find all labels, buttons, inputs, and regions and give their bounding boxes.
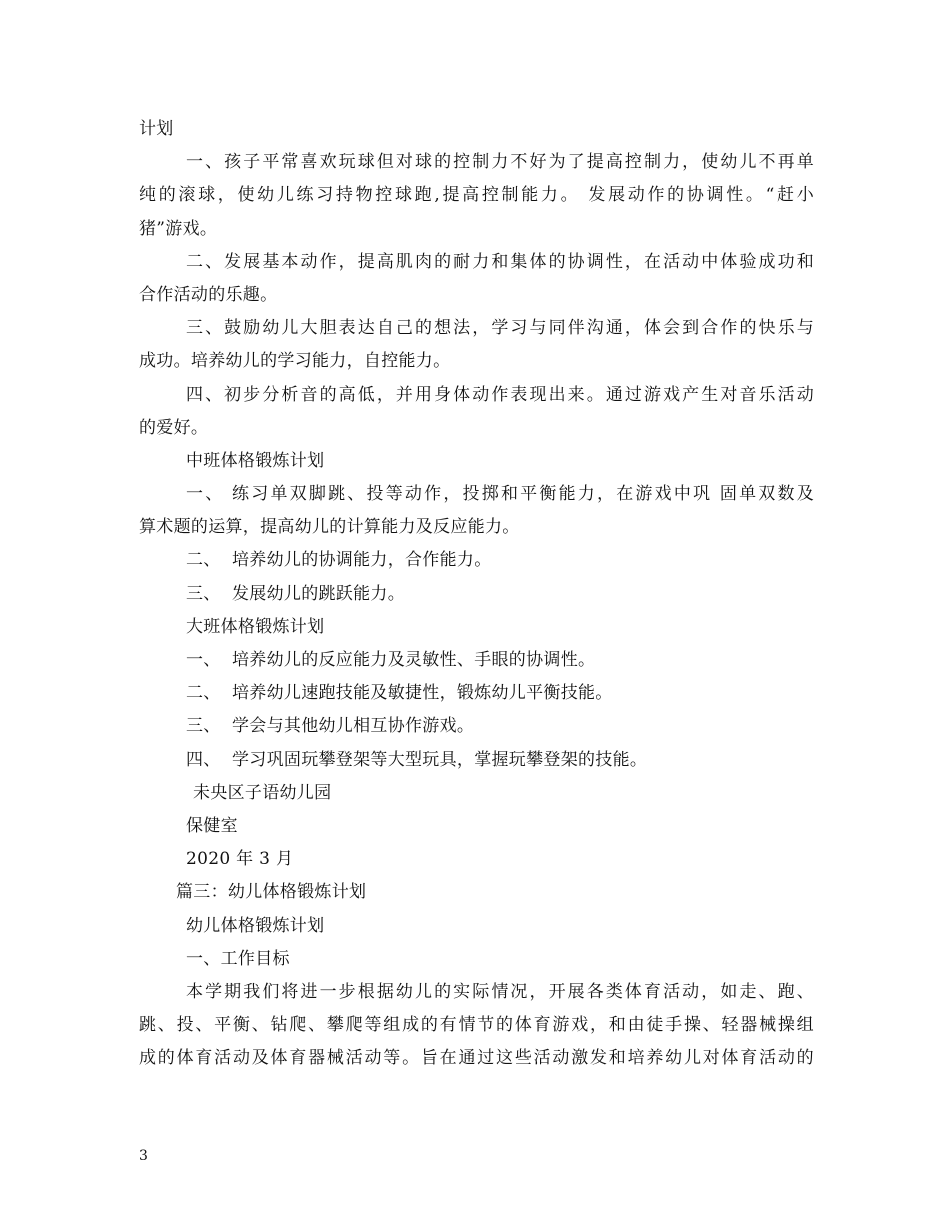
text-line: 二、发展基本动作，提高肌肉的耐力和集体的协调性，在活动中体验成功和 [186,251,814,272]
text-line: 四、初步分析音的高低，并用身体动作表现出来。通过游戏产生对音乐活动 [186,384,814,405]
text-line: 跳、投、平衡、钻爬、攀爬等组成的有情节的体育游戏，和由徒手操、轻器械操组 [139,1015,814,1036]
section-heading: 大班体格锻炼计划 [186,616,325,637]
text-line: 一、 练习单双脚跳、投等动作，投掷和平衡能力，在游戏中巩 固单双数及 [186,484,814,505]
signature-organization: 未央区子语幼儿园 [193,782,332,803]
text-line: 一、 培养幼儿的反应能力及灵敏性、手眼的协调性。 [186,650,596,670]
document-title: 幼儿体格锻炼计划 [186,915,325,936]
text-line: 合作活动的乐趣。 [139,284,278,305]
text-line: 三、 学会与其他幼儿相互协作游戏。 [186,716,475,737]
text-line: 的爱好。 [139,417,209,438]
text-line: 本学期我们将进一步根据幼儿的实际情况，开展各类体育活动，如走、跑、 [186,981,814,1002]
document-body [139,113,814,1075]
text-line: 四、 学习巩固玩攀登架等大型玩具，掌握玩攀登架的技能。 [186,749,648,770]
page-number: 3 [139,1148,148,1164]
text-line: 猪”游戏。 [139,218,218,239]
text-line: 三、 发展幼儿的跳跃能力。 [186,583,406,604]
text-line: 纯的滚球，使幼儿练习持物控球跑,提高控制能力。 发展动作的协调性。“赶小 [139,185,814,206]
signature-date: 2020 年 3 月 [186,849,294,870]
text-line: 计划 [139,119,174,139]
section-heading: 一、工作目标 [186,948,290,969]
text-line: 三、鼓励幼儿大胆表达自己的想法，学习与同伴沟通，体会到合作的快乐与 [186,318,814,339]
text-line: 二、 培养幼儿的协调能力，合作能力。 [186,550,492,571]
text-line: 成的体育活动及体育器械活动等。旨在通过这些活动激发和培养幼儿对体育活动的 [139,1048,814,1069]
text-line: 成功。培养幼儿的学习能力，自控能力。 [139,351,451,372]
signature-department: 保健室 [186,815,238,836]
text-line: 算术题的运算，提高幼儿的计算能力及反应能力。 [139,517,520,538]
text-line: 二、 培养幼儿速跑技能及敏捷性，锻炼幼儿平衡技能。 [186,683,613,704]
text-line: 一、孩子平常喜欢玩球但对球的控制力不好为了提高控制力，使幼儿不再单 [186,152,814,173]
section-heading: 中班体格锻炼计划 [186,450,325,471]
chapter-heading: 篇三：幼儿体格锻炼计划 [176,882,367,903]
